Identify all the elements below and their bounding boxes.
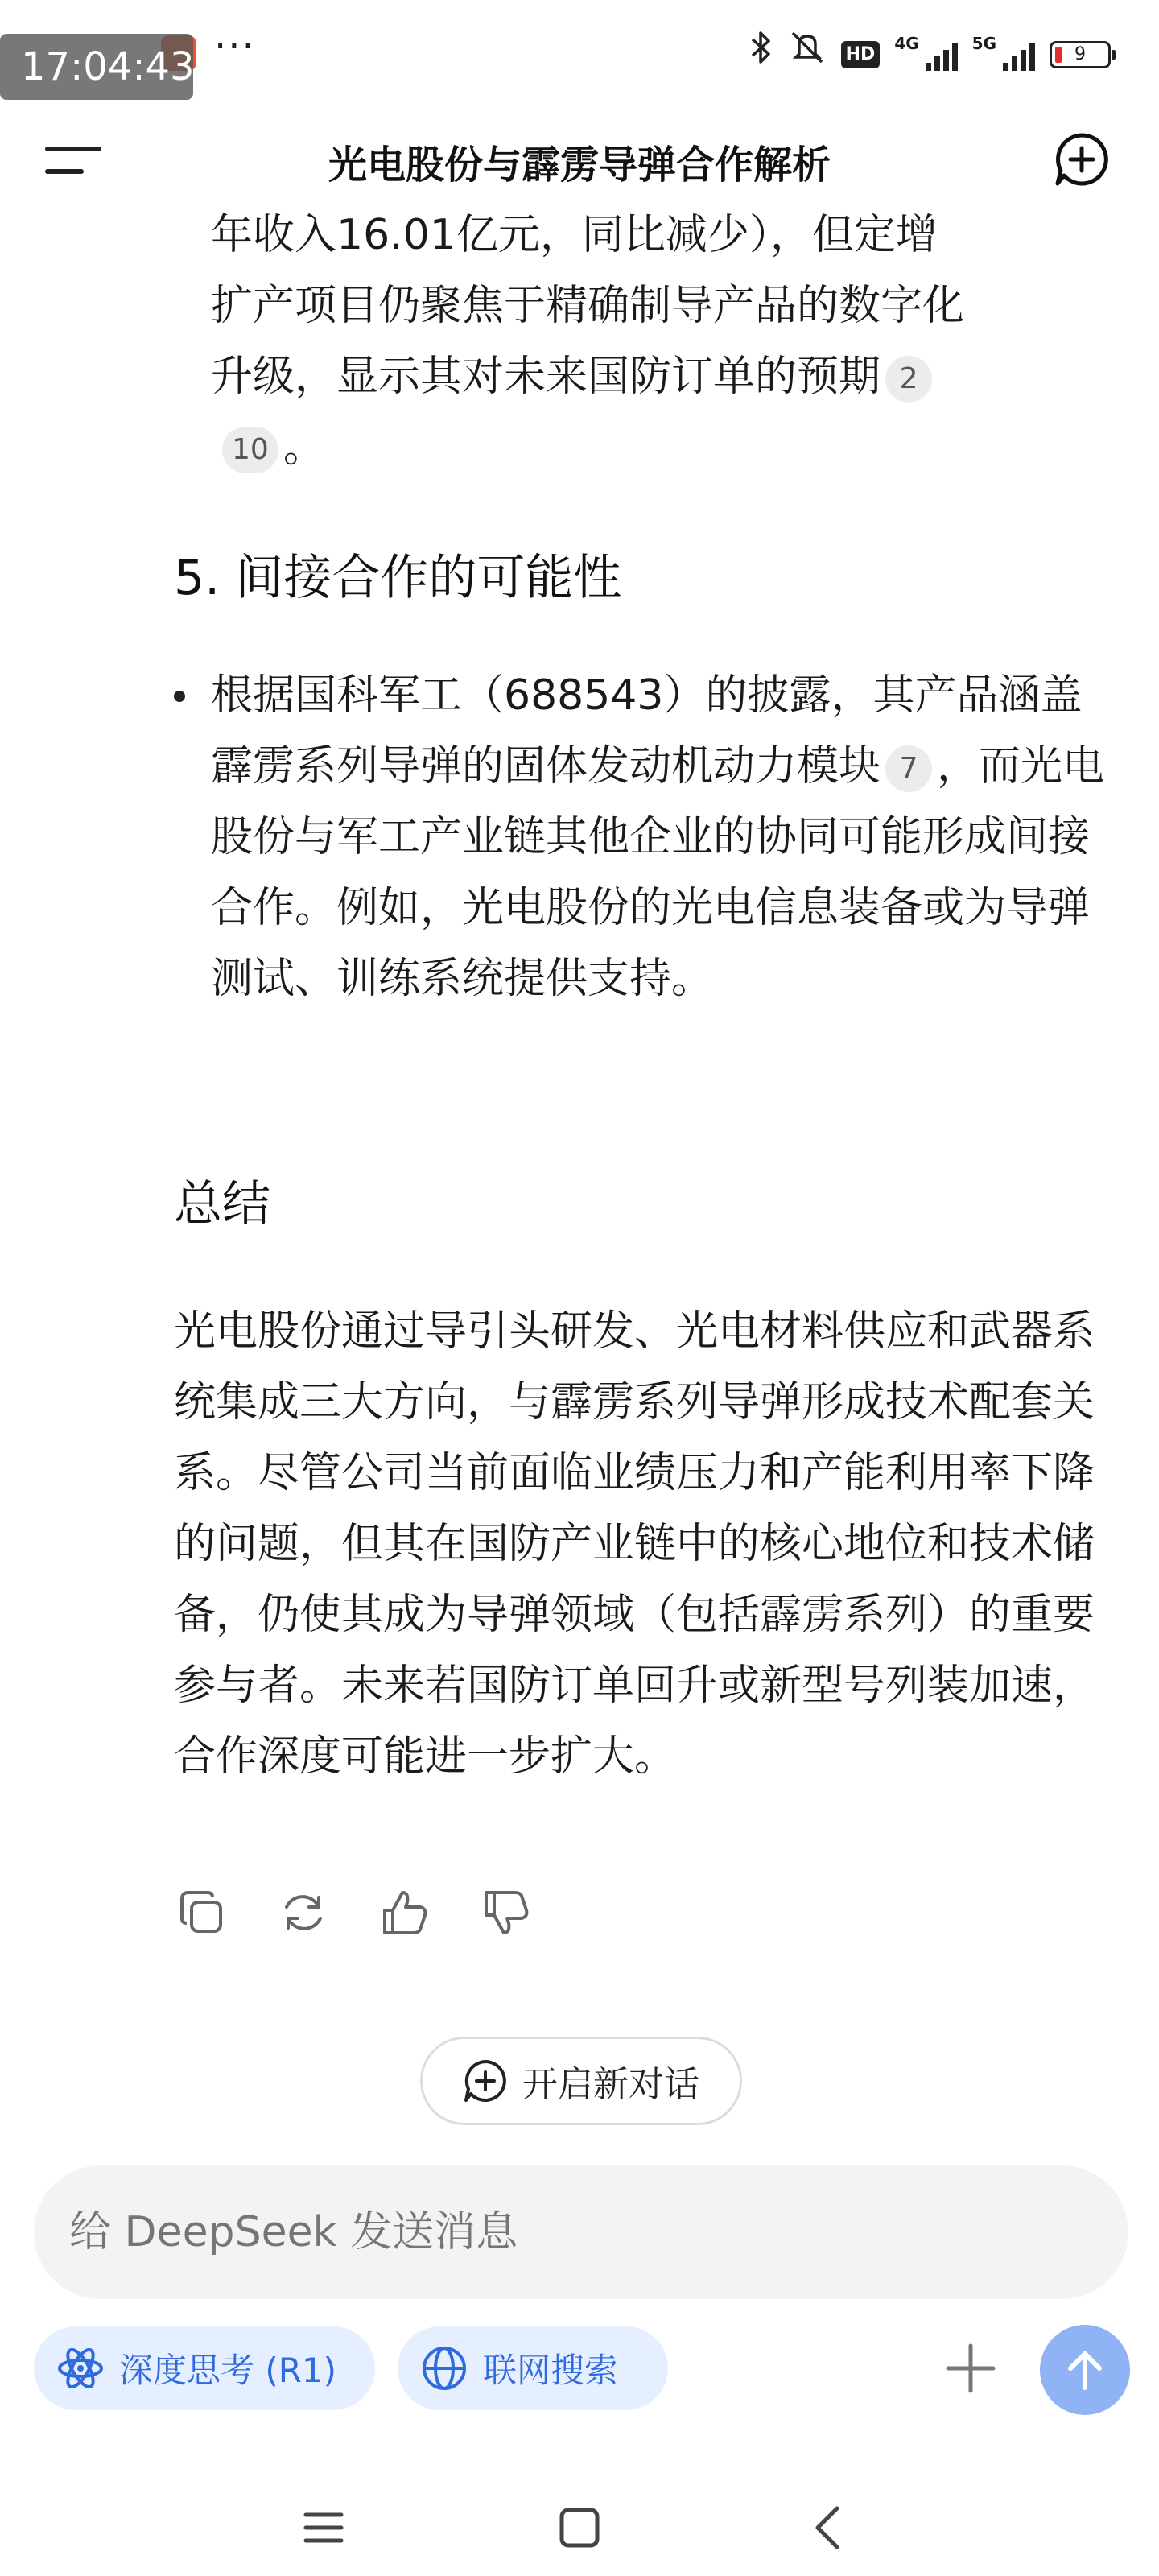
status-time: 17:04:43 <box>0 34 193 100</box>
send-button[interactable] <box>1040 2325 1130 2415</box>
signal-icon-2 <box>1003 39 1035 71</box>
signal-icon <box>926 39 958 71</box>
continued-line-3: 升级，显示其对未来国防订单的预期 2 <box>211 341 1112 412</box>
mute-icon <box>788 30 827 80</box>
network-4g-label: 4G <box>894 34 919 53</box>
new-conversation-label: 开启新对话 <box>522 2064 699 2105</box>
network-5g-label: 5G <box>971 34 996 53</box>
recent-apps-icon[interactable] <box>299 2504 348 2552</box>
summary-heading: 总结 <box>174 1176 270 1232</box>
continued-paragraph <box>211 200 1112 483</box>
summary-paragraph: 光电股份通过导引头研发、光电材料供应和武器系统集成三大方向，与霹雳系列导弹形成技术配套关系。尽管公司当前面临业绩压力和产能利用率下降的问题，但其在国防产业链中的核心地位和技术储备，仍使其成为导弹领域（包括霹雳系列）的重要参与者。未来若国防订单回升或新型号列装加速，合作深度可能进一步扩大。 <box>174 1307 1095 1781</box>
home-icon[interactable] <box>555 2504 604 2552</box>
thumbs-up-icon[interactable] <box>380 1888 430 1938</box>
page-title: 光电股份与霹雳导弹合作解析 <box>328 142 831 188</box>
web-search-toggle[interactable] <box>398 2326 668 2410</box>
arrow-up-icon <box>1061 2346 1109 2394</box>
more-notifications-icon: ··· <box>214 24 256 69</box>
regenerate-icon[interactable] <box>278 1888 328 1938</box>
atom-icon <box>56 2344 105 2392</box>
section-heading: 5. 间接合作的可能性 <box>174 550 622 606</box>
status-bar <box>0 0 1159 105</box>
bullet-dot <box>174 691 185 702</box>
citation-badge[interactable]: 2 <box>885 356 932 402</box>
new-conversation-button[interactable] <box>420 2037 742 2125</box>
new-chat-icon <box>463 2058 508 2103</box>
new-chat-icon[interactable] <box>1053 130 1111 188</box>
deep-think-toggle[interactable] <box>34 2326 375 2410</box>
web-search-label: 联网搜索 <box>483 2351 619 2390</box>
response-actions <box>177 1888 531 1938</box>
system-navigation-bar <box>0 2479 1159 2576</box>
copy-icon[interactable] <box>177 1888 227 1938</box>
top-app-bar <box>0 113 1159 209</box>
hd-badge: HD <box>841 41 881 68</box>
message-input[interactable] <box>34 2165 1128 2299</box>
bullet-text: 根据国科军工（688543）的披露，其产品涵盖霹雳系列导弹的固体发动机动力模块 7 ，而光电股份与军工产业链其他企业的协同可能形成间接合作。例如，光电股份的光电信息装备或为导弹测试、训练系统提供支持。 <box>211 671 1105 1003</box>
battery-icon: 9 <box>1050 41 1111 68</box>
citation-badge[interactable]: 7 <box>885 745 932 792</box>
thumbs-down-icon[interactable] <box>481 1888 531 1938</box>
continued-line-4: 10 。 <box>211 412 1112 483</box>
status-icons <box>749 31 1111 79</box>
citation-badge[interactable]: 10 <box>222 427 278 473</box>
back-icon[interactable] <box>805 2504 853 2552</box>
globe-icon <box>420 2344 468 2392</box>
attach-plus-icon[interactable] <box>942 2339 1000 2397</box>
bluetooth-icon <box>749 30 773 80</box>
continued-line-2: 扩产项目仍聚焦于精确制导产品的数字化 <box>211 282 965 330</box>
continued-line-1: 年收入16.01亿元，同比减少），但定增 <box>211 211 938 259</box>
deep-think-label: 深度思考 (R1) <box>119 2351 337 2390</box>
